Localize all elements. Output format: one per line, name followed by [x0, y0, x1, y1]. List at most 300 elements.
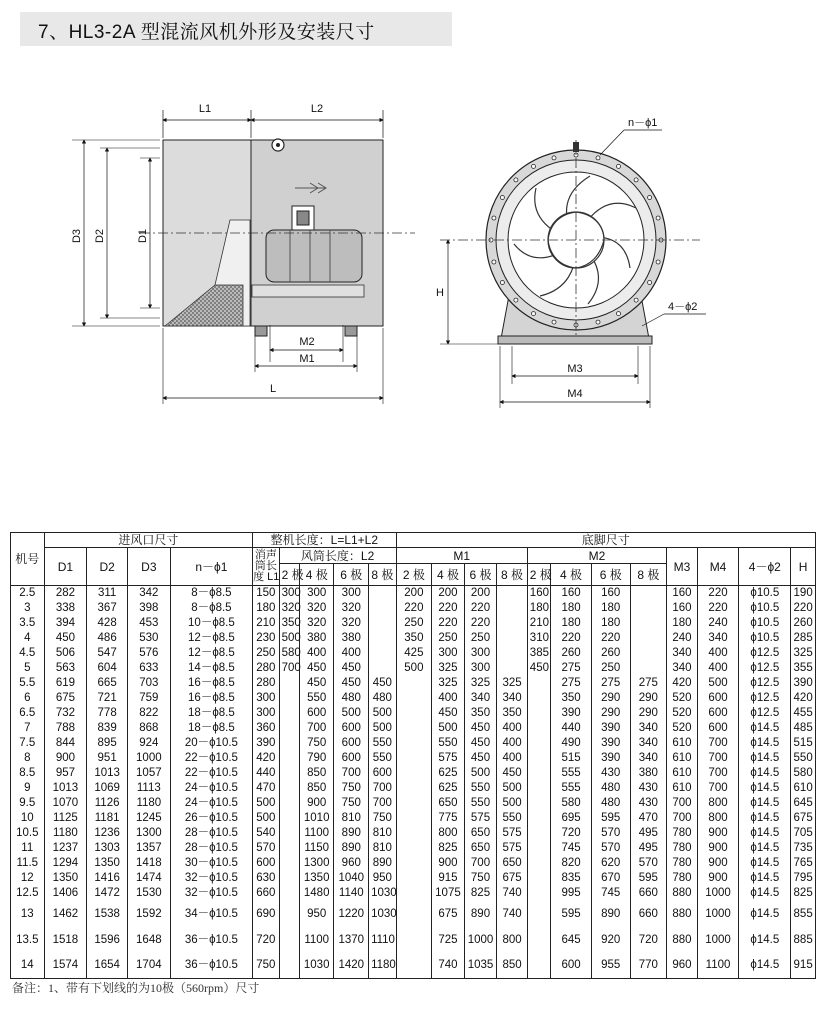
table-cell: 633 [127, 661, 170, 676]
table-cell: 1000 [127, 751, 170, 766]
table-cell: 220 [432, 601, 465, 616]
table-cell: 880 [667, 901, 698, 927]
table-cell: 450 [464, 751, 497, 766]
header-pole: 2 极 [279, 564, 299, 586]
table-cell: 340 [464, 691, 497, 706]
table-cell: 850 [299, 781, 334, 796]
table-cell: 200 [432, 586, 465, 601]
footnote: 备注：1、带有下划线的为10极（560rpm）尺寸 [12, 981, 260, 995]
table-cell: 500 [369, 706, 397, 721]
table-cell: 770 [630, 953, 667, 979]
table-cell: 160 [551, 586, 592, 601]
table-cell: 700 [369, 796, 397, 811]
table-cell: 325 [432, 676, 465, 691]
table-cell [527, 886, 550, 901]
table-cell: 720 [551, 826, 592, 841]
header-model: 机号 [11, 533, 45, 586]
table-cell: 788 [44, 721, 87, 736]
table-cell: 1013 [44, 781, 87, 796]
table-cell: 1010 [299, 811, 334, 826]
table-cell: 400 [432, 691, 465, 706]
table-cell: 280 [253, 676, 279, 691]
table-row [11, 601, 816, 616]
table-cell: 520 [667, 691, 698, 706]
table-cell: 180 [591, 601, 630, 616]
table-cell: ϕ14.5 [739, 796, 791, 811]
table-cell [497, 661, 528, 676]
table-cell: 450 [299, 676, 334, 691]
table-cell: 880 [667, 886, 698, 901]
table-cell: 290 [630, 706, 667, 721]
table-cell: 280 [253, 661, 279, 676]
table-cell: 555 [551, 781, 592, 796]
bolt-hole [634, 298, 638, 302]
table-cell: 1110 [369, 927, 397, 953]
table-cell: 300 [464, 646, 497, 661]
table-cell [396, 691, 432, 706]
table-cell: ϕ14.5 [739, 766, 791, 781]
table-cell: 790 [299, 751, 334, 766]
table-cell: 486 [87, 631, 128, 646]
table-cell: 795 [791, 871, 816, 886]
table-cell: 1648 [127, 927, 170, 953]
header-pole: 2 极 [396, 564, 432, 586]
table-cell: 450 [299, 661, 334, 676]
table-cell: 625 [432, 766, 465, 781]
table-cell: 260 [551, 646, 592, 661]
table-cell: 839 [87, 721, 128, 736]
table-cell: 915 [791, 953, 816, 979]
table-cell: 576 [127, 646, 170, 661]
table-cell: 7.5 [11, 736, 45, 751]
table-cell: 1370 [334, 927, 369, 953]
table-cell: 868 [127, 721, 170, 736]
table-cell: 1070 [44, 796, 87, 811]
table-cell: 380 [299, 631, 334, 646]
table-cell [527, 691, 550, 706]
table-cell: 995 [551, 886, 592, 901]
table-cell: 400 [497, 721, 528, 736]
table-cell: 650 [497, 856, 528, 871]
table-cell: 604 [87, 661, 128, 676]
table-cell [527, 751, 550, 766]
table-cell [396, 856, 432, 871]
bolt-hole [500, 196, 504, 200]
table-cell: 428 [87, 616, 128, 631]
table-cell [527, 953, 550, 979]
table-cell: 320 [334, 616, 369, 631]
bolt-hole [514, 178, 518, 182]
table-cell: 950 [369, 871, 397, 886]
table-cell: ϕ10.5 [739, 616, 791, 631]
table-cell: 10.5 [11, 826, 45, 841]
table-cell: 1100 [299, 927, 334, 953]
bolt-hole [596, 320, 600, 324]
table-cell: 350 [497, 706, 528, 721]
table-cell: 338 [44, 601, 87, 616]
table-cell: 350 [279, 616, 299, 631]
table-row [11, 811, 816, 826]
table-cell: 844 [44, 736, 87, 751]
table-cell [396, 706, 432, 721]
table-cell: 440 [551, 721, 592, 736]
table-cell: 955 [591, 953, 630, 979]
bolt-hole [492, 260, 496, 264]
table-cell [396, 927, 432, 953]
table-cell: 18－ϕ8.5 [170, 706, 252, 721]
table-cell: 810 [334, 811, 369, 826]
table-cell: ϕ12.5 [739, 706, 791, 721]
label-D1: D1 [137, 228, 149, 244]
table-cell: 260 [791, 616, 816, 631]
table-cell [396, 781, 432, 796]
table-cell: 4 [11, 631, 45, 646]
bolt-hole [500, 281, 504, 285]
header-D2: D2 [87, 548, 128, 586]
table-cell: 34－ϕ10.5 [170, 901, 252, 927]
table-cell: ϕ14.5 [739, 811, 791, 826]
table-cell: 700 [464, 856, 497, 871]
table-cell: 1303 [87, 841, 128, 856]
table-cell: 700 [667, 796, 698, 811]
table-cell: 595 [591, 811, 630, 826]
table-cell: 619 [44, 676, 87, 691]
table-cell [279, 953, 299, 979]
table-cell: 800 [697, 811, 739, 826]
table-cell [527, 871, 550, 886]
table-cell: 1040 [334, 871, 369, 886]
table-cell: ϕ10.5 [739, 601, 791, 616]
table-row [11, 646, 816, 661]
table-cell: 610 [667, 736, 698, 751]
table-row [11, 781, 816, 796]
table-cell: 425 [396, 646, 432, 661]
table-cell: 380 [334, 631, 369, 646]
table-cell: 13.5 [11, 927, 45, 953]
table-cell: 825 [432, 841, 465, 856]
table-cell: 16－ϕ8.5 [170, 691, 252, 706]
table-cell: 1150 [299, 841, 334, 856]
table-cell: 250 [396, 616, 432, 631]
table-cell: 778 [87, 706, 128, 721]
table-cell: 325 [497, 676, 528, 691]
table-cell: 850 [299, 766, 334, 781]
header-pole: 8 极 [497, 564, 528, 586]
table-cell: 500 [497, 796, 528, 811]
table-cell: ϕ14.5 [739, 927, 791, 953]
table-cell: 350 [396, 631, 432, 646]
table-cell: 500 [369, 721, 397, 736]
table-cell: 480 [591, 796, 630, 811]
bolt-hole [648, 281, 652, 285]
table-cell: 275 [551, 676, 592, 691]
table-cell: 620 [591, 856, 630, 871]
table-cell [279, 691, 299, 706]
table-cell [279, 751, 299, 766]
table-cell [396, 721, 432, 736]
table-cell: 555 [551, 766, 592, 781]
table-cell: 28－ϕ10.5 [170, 826, 252, 841]
table-cell: 300 [299, 586, 334, 601]
table-cell: 450 [334, 661, 369, 676]
table-cell: 250 [591, 661, 630, 676]
label-D3: D3 [71, 228, 83, 244]
table-cell: 1030 [369, 901, 397, 927]
table-cell: 180 [667, 616, 698, 631]
table-cell: 650 [432, 796, 465, 811]
table-cell: 340 [630, 751, 667, 766]
table-cell: 700 [279, 661, 299, 676]
table-cell [279, 901, 299, 927]
table-cell [497, 616, 528, 631]
table-cell: 450 [432, 706, 465, 721]
table-cell: 300 [253, 691, 279, 706]
table-cell: 2.5 [11, 586, 45, 601]
header-pole: 4 极 [432, 564, 465, 586]
table-cell: 10－ϕ8.5 [170, 616, 252, 631]
table-cell: 340 [667, 646, 698, 661]
table-cell: 250 [464, 631, 497, 646]
table-cell: 3 [11, 601, 45, 616]
front-view [436, 117, 706, 408]
table-cell: 950 [299, 901, 334, 927]
table-cell: 1181 [87, 811, 128, 826]
table-cell: 1420 [334, 953, 369, 979]
table-cell: 1462 [44, 901, 87, 927]
table-cell: 290 [591, 706, 630, 721]
table-cell [497, 586, 528, 601]
table-cell: 10 [11, 811, 45, 826]
table-cell: 600 [697, 721, 739, 736]
table-cell: 700 [697, 751, 739, 766]
bolt-hole [492, 216, 496, 220]
table-cell: 610 [667, 751, 698, 766]
table-cell: 450 [527, 661, 550, 676]
table-cell: 732 [44, 706, 87, 721]
table-cell: 450 [369, 676, 397, 691]
table-cell: 13 [11, 901, 45, 927]
table-cell: 275 [591, 676, 630, 691]
table-cell: 1236 [87, 826, 128, 841]
table-cell [279, 796, 299, 811]
table-row [11, 841, 816, 856]
table-cell [630, 661, 667, 676]
table-cell: 775 [432, 811, 465, 826]
header-M1: M1 [396, 548, 527, 564]
table-cell: 1592 [127, 901, 170, 927]
table-row [11, 631, 816, 646]
table-cell: 610 [791, 781, 816, 796]
table-cell: 960 [334, 856, 369, 871]
table-cell: 900 [697, 826, 739, 841]
label-M2: M2 [299, 336, 315, 348]
table-cell: 740 [497, 886, 528, 901]
table-cell: 36－ϕ10.5 [170, 927, 252, 953]
table-cell: 12－ϕ8.5 [170, 646, 252, 661]
bolt-hole [532, 312, 536, 316]
table-cell [630, 616, 667, 631]
table-cell: 1300 [127, 826, 170, 841]
table-cell: 22－ϕ10.5 [170, 766, 252, 781]
table-cell: 450 [44, 631, 87, 646]
table-cell: 6.5 [11, 706, 45, 721]
header-M3: M3 [667, 548, 698, 586]
table-cell [369, 601, 397, 616]
table-cell: 810 [369, 826, 397, 841]
table-row [11, 751, 816, 766]
table-cell: 11.5 [11, 856, 45, 871]
table-cell: 495 [630, 841, 667, 856]
table-cell: 1100 [697, 953, 739, 979]
table-cell [369, 661, 397, 676]
table-cell: 490 [551, 736, 592, 751]
table-cell: 1654 [87, 953, 128, 979]
table-cell: 28－ϕ10.5 [170, 841, 252, 856]
table-cell: 1140 [334, 886, 369, 901]
table-cell: 160 [667, 601, 698, 616]
title-bar [20, 12, 452, 46]
table-cell: 1350 [44, 871, 87, 886]
bolt-hole [617, 164, 621, 168]
table-cell [369, 646, 397, 661]
header-pole: 6 极 [591, 564, 630, 586]
table-cell: 1596 [87, 927, 128, 953]
table-cell: 18－ϕ8.5 [170, 721, 252, 736]
table-cell: 16－ϕ8.5 [170, 676, 252, 691]
table-cell: 547 [87, 646, 128, 661]
table-cell: 1530 [127, 886, 170, 901]
table-cell: 1125 [44, 811, 87, 826]
table-row [11, 871, 816, 886]
table-cell: 695 [551, 811, 592, 826]
table-cell: 160 [527, 586, 550, 601]
table-cell: 780 [667, 871, 698, 886]
dimension-table-wrapper [10, 532, 816, 979]
table-cell [279, 766, 299, 781]
table-cell: 355 [791, 661, 816, 676]
table-cell [527, 811, 550, 826]
table-row [11, 661, 816, 676]
table-cell: 600 [334, 751, 369, 766]
table-cell: 14－ϕ8.5 [170, 661, 252, 676]
table-cell: 400 [299, 646, 334, 661]
table-cell: 340 [497, 691, 528, 706]
table-cell: 300 [432, 646, 465, 661]
table-cell: 220 [432, 616, 465, 631]
table-cell: 810 [369, 841, 397, 856]
table-cell: 430 [591, 766, 630, 781]
table-cell: 1100 [299, 826, 334, 841]
header-duct: 风筒长度：L2 [279, 548, 396, 564]
table-cell: 703 [127, 676, 170, 691]
table-cell: 570 [253, 841, 279, 856]
table-cell: 900 [697, 871, 739, 886]
table-cell: 705 [791, 826, 816, 841]
table-cell: 900 [432, 856, 465, 871]
table-cell [279, 811, 299, 826]
table-cell: 951 [87, 751, 128, 766]
bolt-hole [514, 298, 518, 302]
header-pole: 6 极 [464, 564, 497, 586]
table-cell: 500 [279, 631, 299, 646]
table-cell: 220 [697, 601, 739, 616]
table-cell: 720 [253, 927, 279, 953]
table-cell: 500 [253, 811, 279, 826]
table-cell: 367 [87, 601, 128, 616]
table-cell: 1480 [299, 886, 334, 901]
table-cell: 750 [334, 796, 369, 811]
table-cell: 380 [630, 766, 667, 781]
table-cell: ϕ14.5 [739, 856, 791, 871]
table-cell: 180 [591, 616, 630, 631]
table-cell: 350 [464, 706, 497, 721]
header-pole: 4 极 [551, 564, 592, 586]
table-cell: ϕ14.5 [739, 886, 791, 901]
page-title: 7、HL3-2A 型混流风机外形及安装尺寸 [38, 22, 375, 43]
label-H: H [436, 287, 444, 299]
header-pole: 4 极 [299, 564, 334, 586]
table-cell: 600 [551, 953, 592, 979]
table-cell: 1237 [44, 841, 87, 856]
table-cell: 11 [11, 841, 45, 856]
table-row [11, 676, 816, 691]
table-cell: ϕ14.5 [739, 781, 791, 796]
table-cell: 745 [591, 886, 630, 901]
table-cell [279, 676, 299, 691]
table-cell [279, 826, 299, 841]
table-cell: 300 [279, 586, 299, 601]
table-cell: 520 [667, 706, 698, 721]
table-cell: 550 [464, 796, 497, 811]
header-H: H [791, 548, 816, 586]
table-row [11, 706, 816, 721]
table-cell: 1000 [697, 886, 739, 901]
table-cell: 575 [432, 751, 465, 766]
table-cell: 394 [44, 616, 87, 631]
table-cell [527, 826, 550, 841]
table-cell: 759 [127, 691, 170, 706]
table-cell: 1300 [299, 856, 334, 871]
table-cell: ϕ14.5 [739, 841, 791, 856]
table-cell: 150 [253, 586, 279, 601]
table-cell: 750 [334, 781, 369, 796]
table-row [11, 616, 816, 631]
table-cell: 390 [551, 706, 592, 721]
table-cell: 200 [396, 586, 432, 601]
table-row [11, 856, 816, 871]
table-cell: 1113 [127, 781, 170, 796]
table-cell: ϕ10.5 [739, 586, 791, 601]
table-cell: 453 [127, 616, 170, 631]
table-cell: 924 [127, 736, 170, 751]
table-cell: 1075 [432, 886, 465, 901]
table-cell [497, 646, 528, 661]
table-cell [527, 721, 550, 736]
table-cell: 230 [253, 631, 279, 646]
table-cell: 855 [791, 901, 816, 927]
table-cell: 220 [464, 601, 497, 616]
table-row [11, 796, 816, 811]
table-body [11, 586, 816, 979]
table-cell: 890 [334, 841, 369, 856]
table-cell [396, 901, 432, 927]
table-cell: 290 [591, 691, 630, 706]
table-cell: 600 [697, 691, 739, 706]
label-L2: L2 [310, 103, 324, 115]
table-cell: 740 [432, 953, 465, 979]
table-cell: 575 [497, 841, 528, 856]
table-cell: 720 [630, 927, 667, 953]
